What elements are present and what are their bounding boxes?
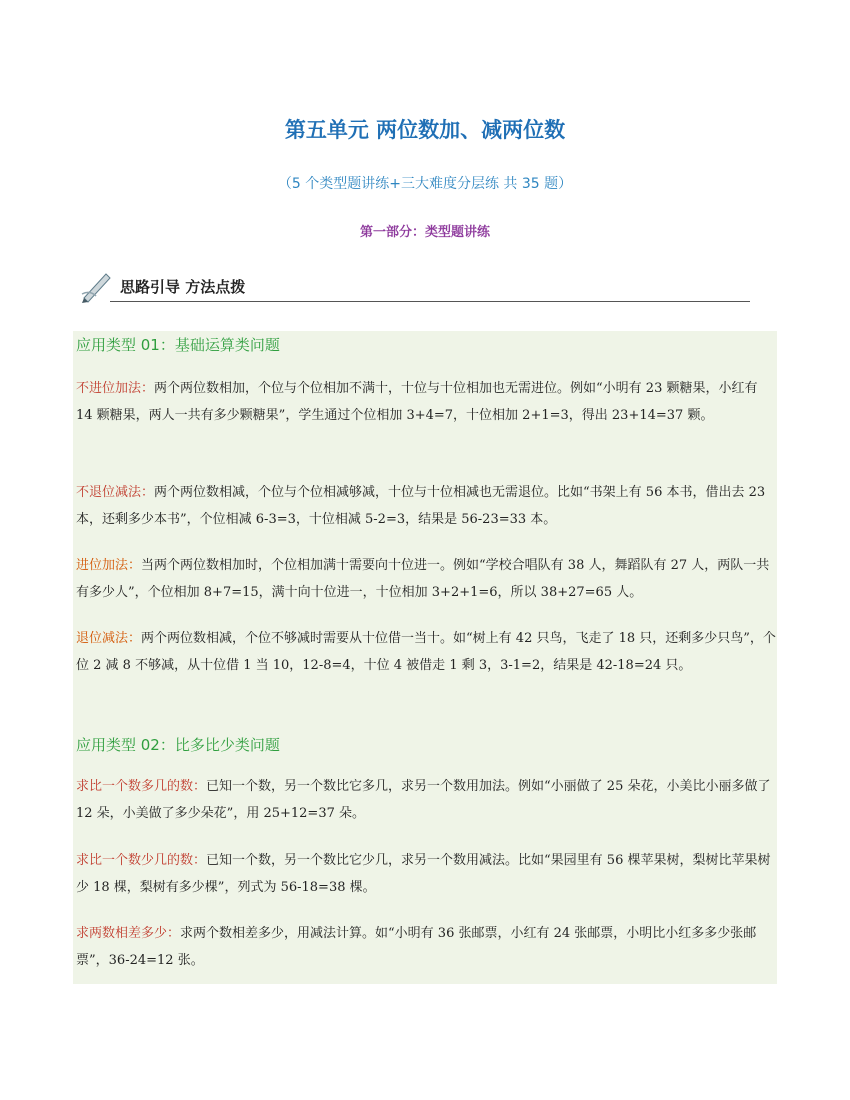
paragraph-text: 已知一个数，另一个数比它少几，求另一个数用减法。比如“果园里有 56 棵苹果树，梨树比苹果树少 18 棵，梨树有多少棵”，列式为 56-18=38 棵。	[76, 853, 771, 895]
banner-underline	[110, 301, 750, 302]
paragraph-carry-addition	[76, 553, 776, 606]
paragraph-no-borrow-subtraction	[76, 480, 776, 533]
paragraph-text: 两个两位数相加，个位与个位相加不满十，十位与十位相加也无需进位。例如“小明有 23 颗糖果，小红有 14 颗糖果，两人一共有多少颗糖果”，学生通过个位相加 3+4=7，十位相加 2+1=3，得出 23+14=37 颗。	[76, 381, 758, 423]
paragraph-text: 求两个数相差多少，用减法计算。如“小明有 36 张邮票，小红有 24 张邮票，小明比小红多多少张邮票”，36-24=12 张。	[76, 926, 757, 968]
paragraph-text: 两个两位数相减，个位与个位相减够减，十位与十位相减也无需退位。比如“书架上有 56 本书，借出去 23 本，还剩多少本书”，个位相减 6-3=3，十位相减 5-2=3，结果是 56-23=33 本。	[76, 485, 766, 527]
banner-title: 思路引导 方法点拨	[120, 278, 246, 296]
term-label: 求两数相差多少：	[76, 926, 181, 941]
pen-icon	[80, 268, 116, 304]
page-subtitle: （5 个类型题讲练+三大难度分层练 共 35 题）	[277, 176, 573, 192]
type-heading-02: 应用类型 02：比多比少类问题	[76, 736, 280, 754]
paragraph-text: 已知一个数，另一个数比它多几，求另一个数用加法。例如“小丽做了 25 朵花，小美比小丽多做了 12 朵，小美做了多少朵花”，用 25+12=37 朵。	[76, 779, 771, 821]
page-title: 第五单元 两位数加、减两位数	[284, 117, 566, 142]
paragraph-more-than	[76, 774, 776, 827]
term-label: 求比一个数少几的数：	[76, 853, 207, 868]
term-label: 不退位减法：	[76, 485, 155, 500]
content-panel	[73, 331, 777, 984]
term-label: 求比一个数多几的数：	[76, 779, 207, 794]
term-label: 退位减法：	[76, 631, 142, 646]
type-heading-01: 应用类型 01：基础运算类问题	[76, 336, 280, 354]
part-heading: 第一部分：类型题讲练	[359, 225, 490, 240]
paragraph-no-carry-addition	[76, 376, 776, 429]
paragraph-difference	[76, 921, 776, 974]
section-banner	[80, 268, 750, 304]
term-label: 不进位加法：	[76, 381, 155, 396]
term-label: 进位加法：	[76, 558, 142, 573]
paragraph-text: 当两个两位数相加时，个位相加满十需要向十位进一。例如“学校合唱队有 38 人，舞蹈队有 27 人，两队一共有多少人”，个位相加 8+7=15，满十向十位进一，十位相加 3+2+1=6，所以 38+27=65 人。	[76, 558, 770, 600]
paragraph-less-than	[76, 848, 776, 901]
paragraph-borrow-subtraction	[76, 626, 776, 679]
paragraph-text: 两个两位数相减，个位不够减时需要从十位借一当十。如“树上有 42 只鸟，飞走了 18 只，还剩多少只鸟”，个位 2 减 8 不够减，从十位借 1 当 10，12-8=4，十位 4 被借走 1 剩 3，3-1=2，结果是 42-18=24 只。	[76, 631, 776, 673]
